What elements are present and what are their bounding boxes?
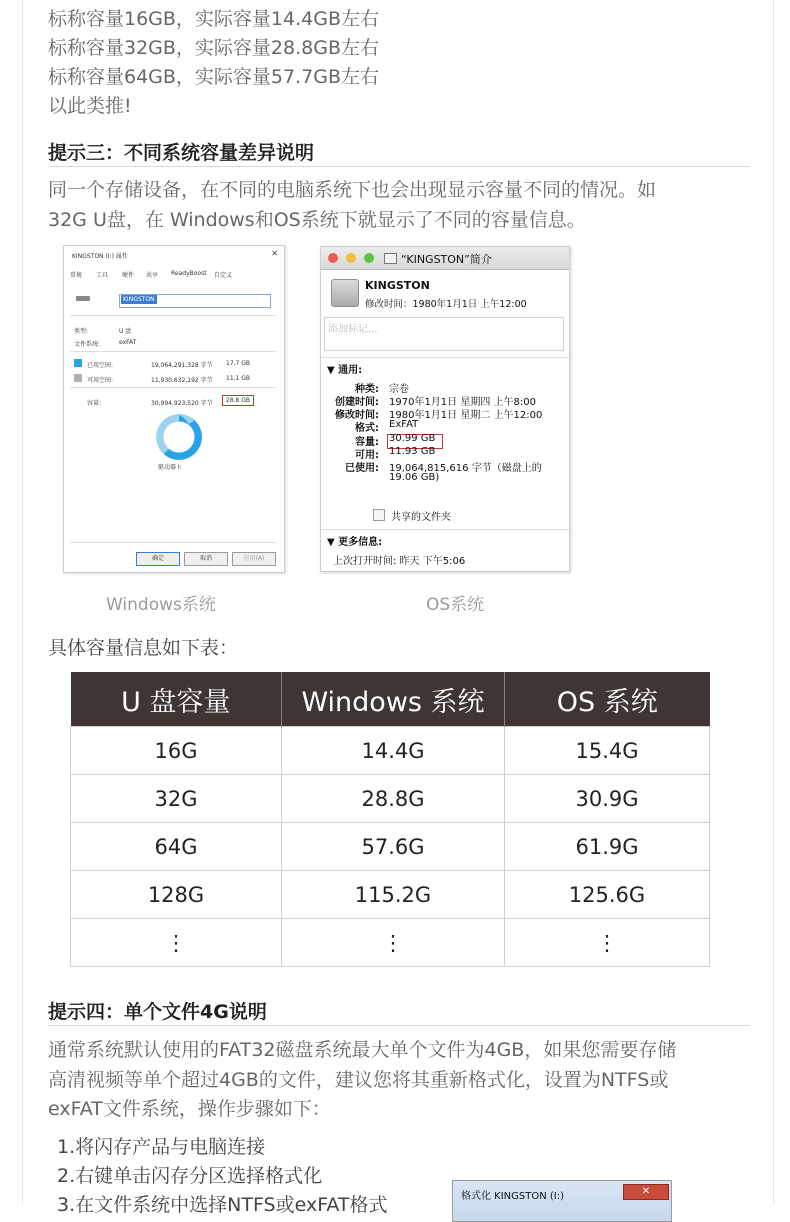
intro-line: 标称容量16GB，实际容量14.4GB左右 <box>48 8 379 30</box>
dialog-title: “KINGSTON”简介 <box>401 253 492 266</box>
intro-line: 标称容量64GB，实际容量57.7GB左右 <box>48 66 379 88</box>
general-section: ▼ 通用: <box>327 365 363 376</box>
row-value: 19,064,815,616 字节（磁盘上的 <box>389 463 542 474</box>
row-value: 11.93 GB <box>389 446 436 457</box>
usb-drive-icon <box>76 296 90 301</box>
table-cell: 57.6G <box>282 823 505 871</box>
table-intro: 具体容量信息如下表： <box>48 637 239 659</box>
minimize-dot-icon <box>346 253 356 263</box>
step-item: 2.右键单击闪存分区选择格式化 <box>57 1165 323 1187</box>
divider <box>70 351 276 352</box>
table-cell: 15.4G <box>505 727 710 775</box>
capacity-gb-highlight: 28.8 GB <box>222 395 254 406</box>
row-value: 19.06 GB) <box>389 472 440 483</box>
capacity-bytes: 30,994,923,520 字节 <box>151 400 213 407</box>
divider <box>70 542 276 543</box>
table-cell: 64G <box>71 823 282 871</box>
type-label: 类型: <box>74 328 89 335</box>
free-bytes: 11,930,632,192 字节 <box>151 377 213 384</box>
divider <box>321 357 569 358</box>
row-value: ExFAT <box>389 419 419 430</box>
name-value: KINGSTON <box>123 296 155 303</box>
divider <box>70 387 276 388</box>
tab: 自定义 <box>214 272 233 279</box>
mac-info-dialog <box>320 246 570 572</box>
row-label: 创建时间: <box>335 397 379 408</box>
capacity-label: 容量: <box>87 400 102 407</box>
hard-drive-icon <box>331 279 359 307</box>
drive-icon <box>384 253 397 264</box>
tab: 共享 <box>146 272 159 279</box>
windows-properties-dialog <box>63 245 285 573</box>
close-dot-icon <box>328 253 338 263</box>
tip4-heading: 提示四：单个文件4G说明 <box>48 1001 267 1023</box>
fs-value: exFAT <box>119 339 137 346</box>
row-label: 格式: <box>355 423 379 434</box>
row-value: 30.99 GB <box>389 433 436 444</box>
table-row <box>71 727 710 775</box>
tip4-line: exFAT文件系统，操作步骤如下： <box>48 1098 331 1120</box>
table-cell: 115.2G <box>282 871 505 919</box>
fs-label: 文件系统: <box>74 341 101 348</box>
row-label: 可用: <box>355 450 379 461</box>
table-cell: ⋮ <box>71 919 282 967</box>
tip4-line: 高清视频等单个超过4GB的文件，建议您将其重新格式化，设置为NTFS或 <box>48 1069 669 1091</box>
drive-label: 驱动器 I: <box>158 464 182 471</box>
row-label: 容量: <box>355 437 379 448</box>
used-bytes: 19,064,291,328 字节 <box>151 362 213 369</box>
used-swatch <box>74 359 82 367</box>
divider <box>48 1025 750 1026</box>
tip3-line: 32G U盘，在 Windows和OS系统下就显示了不同的容量信息。 <box>48 209 586 231</box>
table-cell: 14.4G <box>282 727 505 775</box>
divider <box>48 166 750 167</box>
volume-name: KINGSTON <box>365 279 430 292</box>
format-dialog-title: 格式化 KINGSTON (I:) <box>461 1191 565 1202</box>
step-item: 1.将闪存产品与电脑连接 <box>57 1136 266 1158</box>
table-cell: 61.9G <box>505 823 710 871</box>
type-value: U 盘 <box>119 328 132 335</box>
notes-field: 添加标记... <box>324 317 564 351</box>
column-header: U 盘容量 <box>71 672 282 727</box>
table-row <box>71 823 710 871</box>
table-cell: 30.9G <box>505 775 710 823</box>
apply-button: 应用(A) <box>232 552 276 566</box>
tab: 常规 <box>70 272 83 279</box>
column-header: OS 系统 <box>505 672 710 727</box>
format-dialog <box>452 1180 672 1222</box>
step-item: 3.在文件系统中选择NTFS或exFAT格式 <box>57 1194 388 1216</box>
row-label: 已使用: <box>345 463 379 474</box>
cancel-button: 取消 <box>184 552 228 566</box>
tip4-line: 通常系统默认使用的FAT32磁盘系统最大单个文件为4GB，如果您需要存储 <box>48 1039 677 1061</box>
row-label: 种类: <box>355 384 379 395</box>
table-cell: 125.6G <box>505 871 710 919</box>
close-icon: ✕ <box>623 1184 669 1200</box>
more-info-section: ▼ 更多信息: <box>327 537 383 548</box>
tip3-heading: 提示三：不同系统容量差异说明 <box>48 142 315 164</box>
tip3-line: 同一个存储设备，在不同的电脑系统下也会出现显示容量不同的情况。如 <box>48 179 657 201</box>
intro-line: 标称容量32GB，实际容量28.8GB左右 <box>48 37 379 59</box>
row-value: 宗卷 <box>389 384 409 395</box>
row-label: 修改时间: <box>335 410 379 421</box>
divider <box>70 315 276 316</box>
table-cell: 28.8G <box>282 775 505 823</box>
modified-line: 修改时间：1980年1月1日 上午12:00 <box>365 299 527 310</box>
last-opened: 上次打开时间: 昨天 下午5:06 <box>333 556 466 567</box>
ok-button: 确定 <box>136 552 180 566</box>
free-swatch <box>74 374 82 382</box>
table-row <box>71 775 710 823</box>
table-row <box>71 919 710 967</box>
table-cell: 32G <box>71 775 282 823</box>
row-value: 1970年1月1日 星期四 上午8:00 <box>389 397 536 408</box>
capacity-table <box>70 672 710 967</box>
table-cell: ⋮ <box>282 919 505 967</box>
os-caption: OS系统 <box>426 595 485 615</box>
column-header: Windows 系统 <box>282 672 505 727</box>
close-icon: ✕ <box>271 249 278 258</box>
tab: ReadyBoost <box>171 270 207 277</box>
shared-folder-checkbox <box>373 509 385 521</box>
zoom-dot-icon <box>364 253 374 263</box>
usage-donut <box>156 414 202 460</box>
free-gb: 11.1 GB <box>226 375 251 382</box>
table-row <box>71 871 710 919</box>
windows-caption: Windows系统 <box>106 595 216 615</box>
used-gb: 17.7 GB <box>226 360 251 367</box>
dialog-title: KINGSTON (I:) 属性 <box>72 253 128 260</box>
divider <box>321 529 569 530</box>
row-value: 1980年1月1日 星期二 上午12:00 <box>389 410 543 421</box>
free-label: 可用空间: <box>87 377 114 384</box>
table-header-row <box>71 672 710 727</box>
shared-folder-label: 共享的文件夹 <box>391 512 451 523</box>
tab: 硬件 <box>122 272 135 279</box>
table-cell: 128G <box>71 871 282 919</box>
table-cell: ⋮ <box>505 919 710 967</box>
table-cell: 16G <box>71 727 282 775</box>
used-label: 已用空间: <box>87 362 114 369</box>
intro-line: 以此类推! <box>48 95 132 117</box>
tab: 工具 <box>96 272 109 279</box>
